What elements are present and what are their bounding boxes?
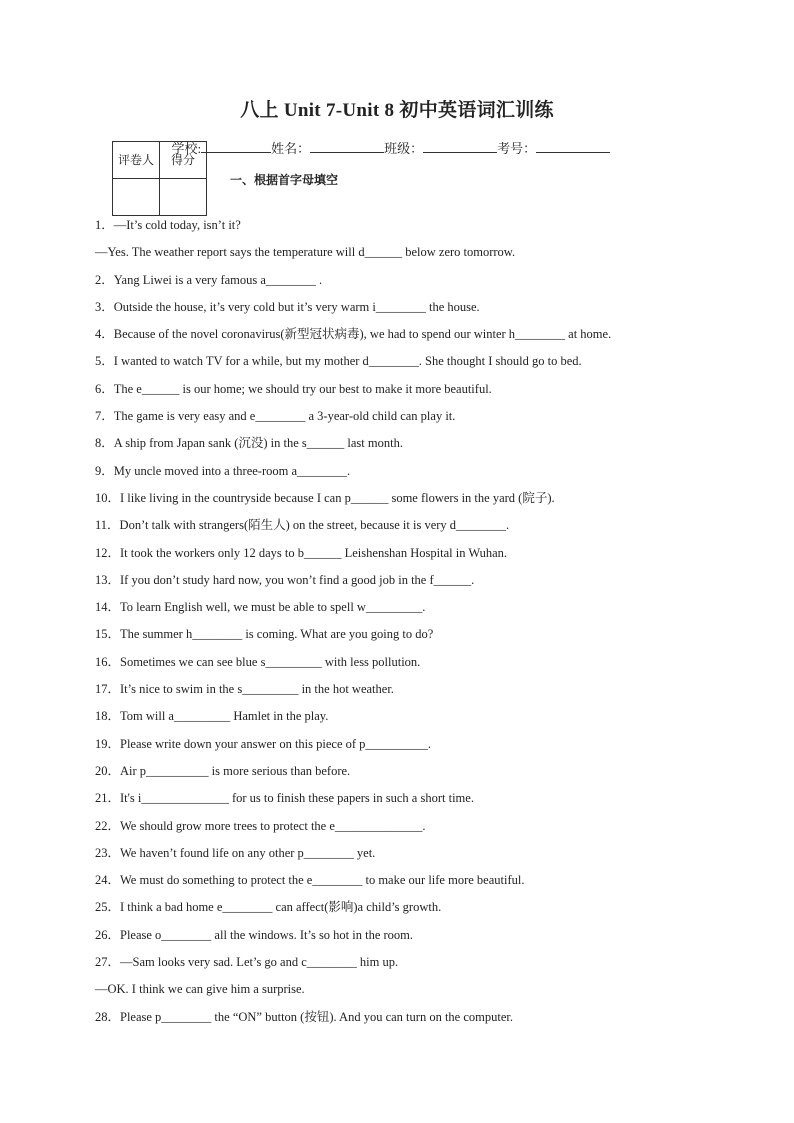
question-line: 16．Sometimes we can see blue s_________ with less pollution. [95, 654, 421, 669]
exam-number-label: 考号： [497, 141, 537, 156]
exam-number-blank [536, 140, 610, 153]
grader-cell [113, 179, 160, 216]
score-cell [160, 179, 207, 216]
score-table [112, 141, 207, 216]
page-title: 八上 Unit 7-Unit 8 初中英语词汇训练 [240, 100, 554, 121]
question-line: 21．It's i______________ for us to finish these papers in such a short time. [95, 791, 474, 806]
name-label: 姓名： [271, 141, 311, 156]
question-line: 1．—It’s cold today, isn’t it? [95, 218, 241, 232]
question-line: 23．We haven’t found life on any other p________ yet. [95, 845, 376, 860]
question-line: 11．Don’t talk with strangers(陌生人) on the street, because it is very d________. [95, 518, 510, 533]
name-blank [310, 140, 384, 153]
grader-header: 评卷人 [113, 142, 160, 179]
question-list [95, 212, 735, 1031]
question-line: 26．Please o________ all the windows. It’s so hot in the room. [95, 927, 414, 942]
question-line: 24．We must do something to protect the e________ to make our life more beautiful. [95, 873, 525, 888]
question-line: 10．I like living in the countryside because I can p______ some flowers in the yard (院子). [95, 490, 555, 505]
question-line: —Yes. The weather report says the temperature will d______ below zero tomorrow. [95, 245, 516, 260]
score-header: 得分 [160, 142, 207, 179]
question-line: 7．The game is very easy and e________ a 3-year-old child can play it. [95, 409, 456, 424]
class-label: 班级： [384, 141, 424, 156]
question-line: 19．Please write down your answer on this piece of p__________. [95, 736, 432, 751]
section-title: 一、根据首字母填空 [230, 173, 339, 187]
question-line: 18．Tom will a_________ Hamlet in the play. [95, 709, 329, 724]
question-line: 6．The e______ is our home; we should try our best to make it more beautiful. [95, 381, 492, 396]
question-line: 25．I think a bad home e________ can affect(影响)a child’s growth. [95, 900, 442, 915]
school-blank [201, 140, 271, 153]
question-line: 27．—Sam looks very sad. Let’s go and c________ him up. [95, 955, 399, 970]
student-info-line [165, 122, 610, 157]
question-line: 3．Outside the house, it’s very cold but it’s very warm i________ the house. [95, 299, 480, 314]
question-line: 12．It took the workers only 12 days to b______ Leishenshan Hospital in Wuhan. [95, 545, 508, 560]
question-line: 15．The summer h________ is coming. What are you going to do? [95, 627, 434, 642]
school-label: 学校: [171, 141, 202, 156]
question-line: 28．Please p________ the “ON” button (按钮). And you can turn on the computer. [95, 1009, 513, 1024]
question-line: 2．Yang Liwei is a very famous a________ . [95, 272, 323, 287]
question-line: 4．Because of the novel coronavirus(新型冠状病毒), we had to spend our winter h________ at home. [95, 327, 612, 342]
question-line: 9．My uncle moved into a three-room a________. [95, 463, 351, 478]
question-line: 5．I wanted to watch TV for a while, but my mother d________. She thought I should go to bed. [95, 354, 582, 369]
class-blank [423, 140, 497, 153]
question-line: 13．If you don’t study hard now, you won’t find a good job in the f______. [95, 572, 475, 587]
question-line: 22．We should grow more trees to protect the e______________. [95, 818, 426, 833]
question-line: 17．It’s nice to swim in the s_________ in the hot weather. [95, 682, 394, 697]
question-line: —OK. I think we can give him a surprise. [95, 982, 305, 997]
question-line: 8．A ship from Japan sank (沉没) in the s______ last month. [95, 436, 403, 451]
question-line: 20．Air p__________ is more serious than before. [95, 763, 351, 778]
question-line: 14．To learn English well, we must be able to spell w_________. [95, 600, 426, 615]
